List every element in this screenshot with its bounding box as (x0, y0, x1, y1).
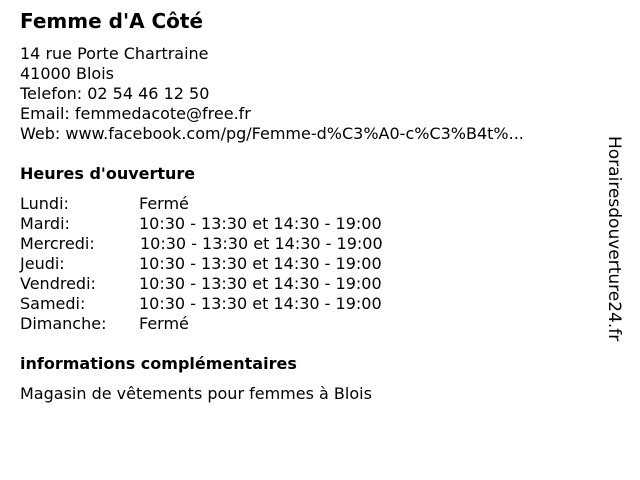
additional-info-heading: informations complémentaires (20, 354, 297, 373)
opening-hours-heading: Heures d'ouverture (20, 164, 196, 183)
hours-row-dimanche (20, 314, 440, 334)
business-description: Magasin de vêtements pour femmes à Blois (20, 384, 372, 403)
email-line: Email: femmedacote@free.fr (20, 104, 251, 123)
day-label: Vendredi: (20, 274, 96, 293)
hours-row-jeudi (20, 254, 440, 274)
hours-row-vendredi (20, 274, 440, 294)
day-hours: 10:30 - 13:30 et 14:30 - 19:00 (140, 234, 383, 253)
day-label: Mardi: (20, 214, 70, 233)
day-label: Dimanche: (20, 314, 107, 333)
opening-hours-table (20, 194, 440, 334)
day-label: Mercredi: (20, 234, 95, 253)
day-hours: 10:30 - 13:30 et 14:30 - 19:00 (139, 274, 382, 293)
address-block (20, 44, 524, 144)
day-hours: Fermé (139, 314, 189, 333)
street-address: 14 rue Porte Chartraine (20, 44, 209, 63)
hours-row-mardi (20, 214, 440, 234)
day-label: Samedi: (20, 294, 86, 313)
day-label: Jeudi: (20, 254, 65, 273)
day-hours: 10:30 - 13:30 et 14:30 - 19:00 (139, 214, 382, 233)
city-postcode: 41000 Blois (20, 64, 114, 83)
hours-row-mercredi (20, 234, 440, 254)
phone-line: Telefon: 02 54 46 12 50 (20, 84, 210, 103)
day-hours: 10:30 - 13:30 et 14:30 - 19:00 (139, 294, 382, 313)
site-watermark: Horairesdouverture24.fr (604, 136, 624, 342)
day-hours: Fermé (139, 194, 189, 213)
business-name: Femme d'A Côté (20, 9, 204, 33)
hours-row-samedi (20, 294, 440, 314)
day-hours: 10:30 - 13:30 et 14:30 - 19:00 (139, 254, 382, 273)
web-line: Web: www.facebook.com/pg/Femme-d%C3%A0-c%C3%B4t%... (20, 124, 524, 143)
hours-row-lundi (20, 194, 440, 214)
day-label: Lundi: (20, 194, 69, 213)
